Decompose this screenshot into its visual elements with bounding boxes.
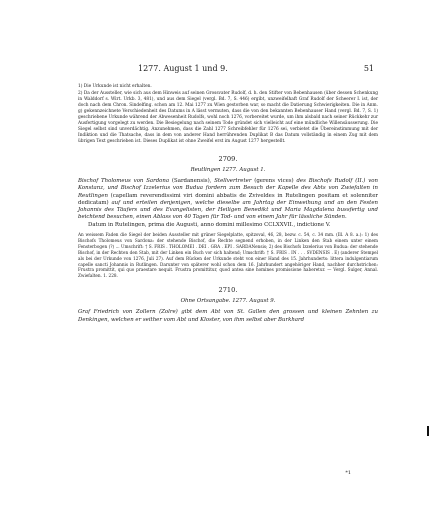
page-edge-mark (427, 426, 429, 436)
footnote-2: 2) Da der Aussteller, wie sich aus dem Hinweis auf seinen Grossvater Rudolf, d. h. den Stifter von Bebenhausen (über dessen Schenkung in Walddorf s. Wirt. Urkb. 3, 481), und aus dem Siegel (vergl. Bd. 7, S. 446) ergibt, unzweifelhaft Graf Rudolf der Scheerer I. ist, der doch nach dem Chron. Sindelfing. schon am 12. Mai 1277 zu Wien gestorben war, so macht die Datierung Schwierigkeiten. Die in Anm. g) gekennzeichnete Verschiedenheit des Datums in A lässt vermuten, dass die von den bekannten Bebenhauser Hand (vergl. Bd. 7, S. 1) geschriebene Urkunde während der Abwesenheit Rudolfs, wohl noch 1276, vorbereitet wurde, um ihm alsbald nach seiner Rückkehr zur Ausfertigung vorgelegt zu werden. Die Besiegelung nach seinem Tode gründet sich vielleicht auf eine mündliche Willensäusserung. Die Siegel selbst sind unverdächtig. Anzunehmen, dass die Zahl 1277 Schreibfehler für 1276 sei, verbietet die Übereinstimmung mit der Indiktion und die Thatsache, dass in dem von anderer Hand herrührenden Duplikat B das Datum vollständig in einem Zug mit dem übrigen Text geschrieben ist. Dieses Duplikat ist ohne Zweifel erst im August 1277 hergestellt. (78, 90, 378, 144)
document-page (78, 64, 378, 324)
entry-dating: Datum in Rutelingen, prima die Augusti, anno domini millesimo CCLXXVII., indictione V. (88, 221, 331, 228)
footnotes (78, 84, 378, 145)
entry-number: 2709. (218, 154, 238, 163)
entry-summary-2: Graf Friedrich von Zollern (Zolre) gibt dem Abt von St. Gallen den grossen und kleinen Zehnten zu Denkingen, welchen er seither vom Abt und Kloster, von ihm selbst aber Burkhard (78, 309, 378, 323)
entry-number-2: 2710. (218, 286, 238, 295)
entry-place-date: Reutlingen 1277. August 1. (190, 166, 266, 173)
footnote-marker: *1 (345, 470, 351, 476)
entry-summary: Bischof Tholomeus von Sardona (Sardanensis), Stellvertreter (gerens vices) des Bischofs Rudolf (II.) von Konstanz, und Bischof Izzelerius von Budua fordern zum Besuch der Kapelle des Abts von Zwiefalten in Reutlingen (capellam reverendissimi viri domini abbatis de Zviveldes in Rutelingen positam et solenniter dedicatam) auf und erteilen denjenigen, welche dieselbe am Jahrtag der Einweihung und an den Festen Johannis des Täufers und des Evangelisten, der Heiligen Benedikt und Maria Magdalena bussfertig und beichtend besuchen, einen Ablass von 40 Tagen für Tod- und von einem Jahr für lässliche Sünden. (78, 177, 378, 221)
seal-description: An weissem Faden die Siegel der beiden Aussteller mit grüner Siegelplatte, spitzoval, 46, 28, bezw. c. 54, c. 34 mm. (Ill. A 8. a.): 1) des Bischofs Tholomeus von Sardona: der stehende Bischof, die Rechte segnend erhoben, in der Linken den Stab einem unter einem Fensterbogen (?) ... Umschrift: † S. FRIS . THOLOMEI . DEI . GRA . EPI . SARDANensis; 2) des Bischofs Izzelerius von Budua: der stehende Bischof, in der Rechten den Stab, mit der Linken ein Buch vor sich haltend; Umschrift: † S. FRIS . IN . . . SVDENSIS . E) (anderer Stempel als bei der Urkunde von 1276, Juli 27). Auf dem Rücken der Urkunde steht von einer Hand des 15. Jahrhunderts: littera indulgentiarum capelle sancti Johannis in Rutlingen. Darunter von späterer wohl schon dem 16. Jahrhundert angehöriger Hand, nachher durchstrichen: Frustra promittit, qui quo praestare nequit. Frustra promittitur, quod antea sine homines promissione haberetur. — Vergl. Sulger, Annal. Zwiefalten. 1. 228. (78, 232, 378, 279)
footnote-1: 1) Die Urkunde ist nicht erhalten. (78, 84, 152, 89)
running-header (78, 64, 378, 78)
entry-text (78, 178, 378, 229)
header-dates: 1277. August 1 und 9. (138, 64, 228, 73)
page-number: 51 (363, 64, 374, 73)
entry-place-date-2: Ohne Ortsangabe. 1277. August 9. (180, 298, 276, 305)
entry-text-2 (78, 309, 378, 324)
